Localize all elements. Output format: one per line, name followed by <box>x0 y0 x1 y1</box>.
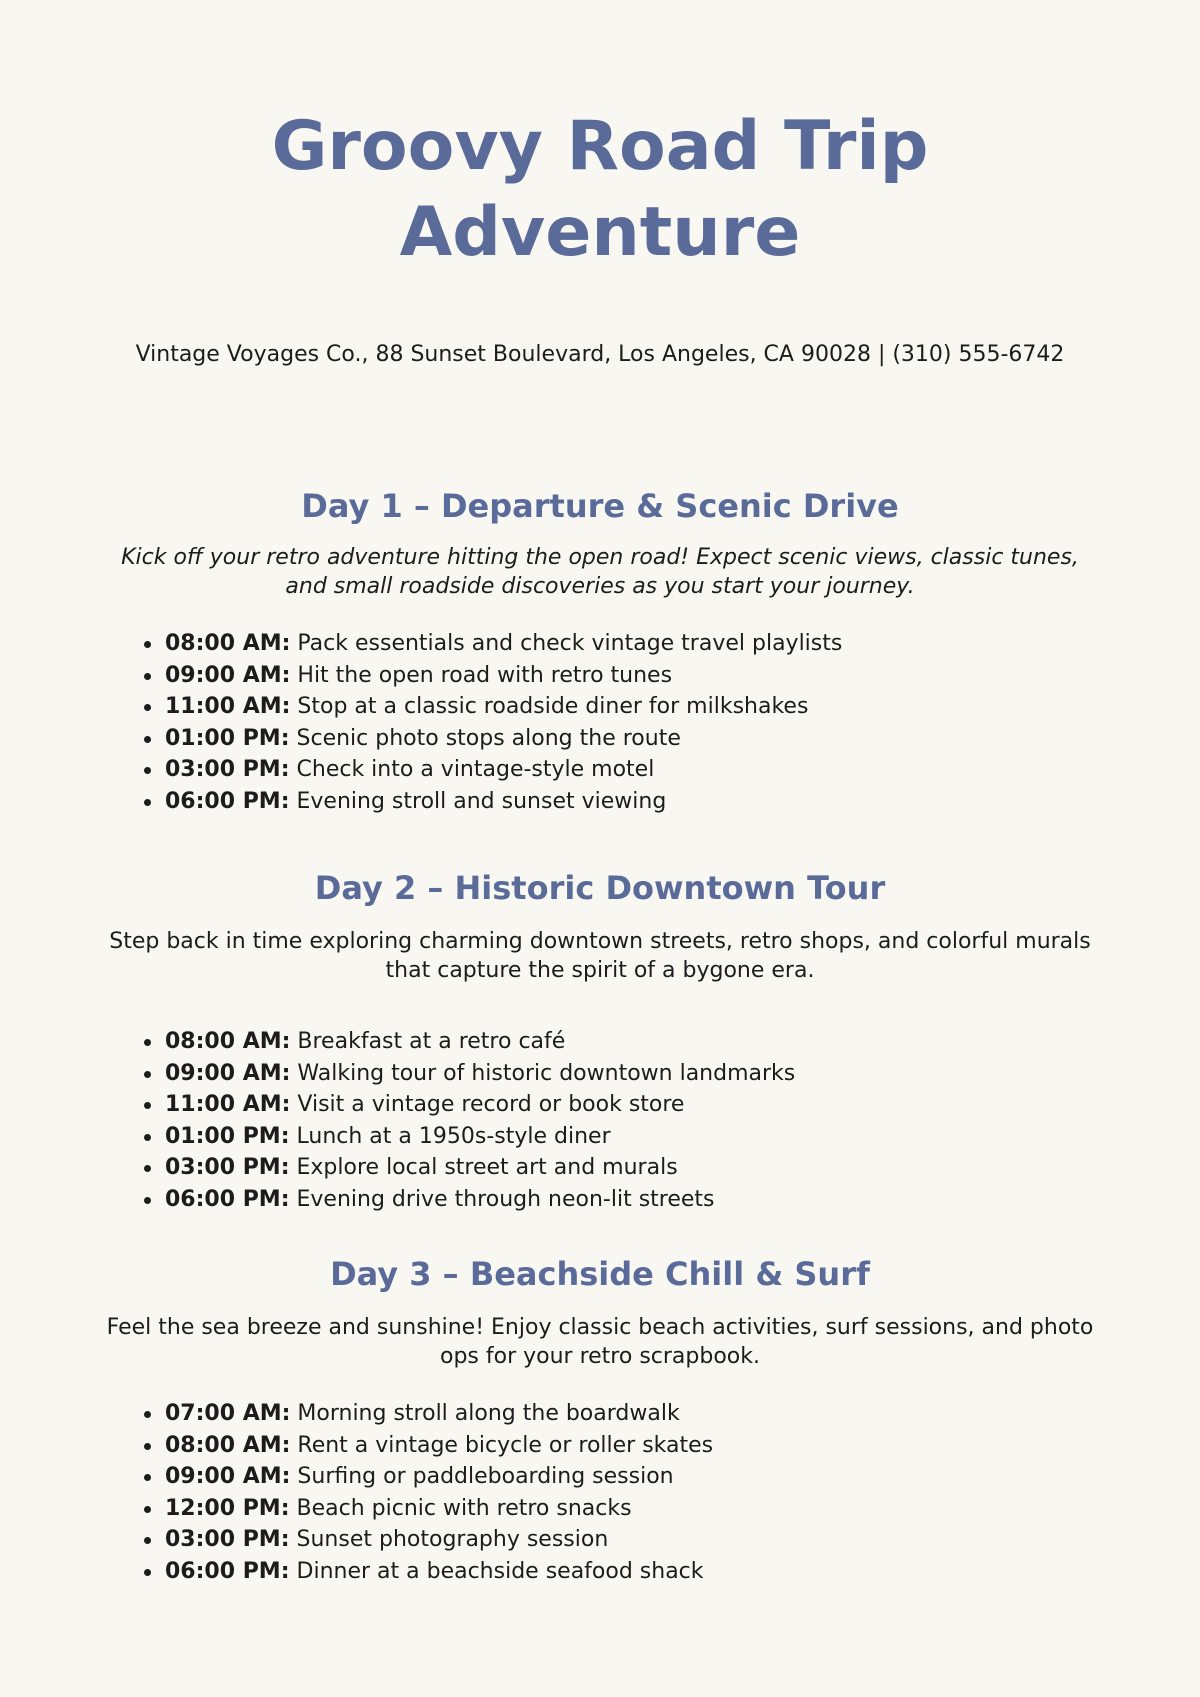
item-time: 12:00 PM: <box>165 1495 290 1521</box>
item-time: 03:00 PM: <box>165 1155 290 1180</box>
schedule-item <box>140 754 1100 786</box>
bullet-icon <box>144 704 151 711</box>
item-time: 06:00 PM: <box>165 1558 290 1584</box>
bullet-icon <box>144 1569 151 1576</box>
bullet-icon <box>144 1039 151 1046</box>
item-text: Beach picnic with retro snacks <box>296 1495 632 1521</box>
bullet-icon <box>144 673 151 680</box>
day-3-description: Feel the sea breeze and sunshine! Enjoy classic beach activities, surf sessions, and photo ops for your retro scrapbook. <box>106 1315 1094 1369</box>
item-text: Sunset photography session <box>296 1527 609 1552</box>
item-text: Explore local street art and murals <box>296 1155 678 1180</box>
schedule-item <box>140 1152 1100 1184</box>
item-text: Walking tour of historic downtown landmarks <box>297 1060 796 1086</box>
bullet-icon <box>144 1071 151 1078</box>
day-1-description: Kick off your retro adventure hitting the open road! Expect scenic views, classic tunes, and small roadside discoveries as you start your journey. <box>121 545 1079 599</box>
day-2-description: Step back in time exploring charming downtown streets, retro shops, and colorful murals that capture the spirit of a bygone era. <box>109 929 1091 983</box>
item-time: 09:00 AM: <box>165 1464 291 1489</box>
bullet-icon <box>144 767 151 774</box>
item-text: Surfing or paddleboarding session <box>297 1464 674 1489</box>
item-text: Hit the open road with retro tunes <box>297 662 673 688</box>
item-text: Lunch at a 1950s-style diner <box>296 1123 611 1149</box>
item-time: 01:00 PM: <box>165 725 290 751</box>
item-text: Morning stroll along the boardwalk <box>297 1401 680 1426</box>
page-title <box>0 104 1200 276</box>
item-time: 06:00 PM: <box>165 1186 290 1212</box>
bullet-icon <box>144 641 151 648</box>
day-3-heading: Day 3 – Beachside Chill & Surf <box>330 1255 870 1293</box>
schedule-item <box>140 1398 1100 1430</box>
bullet-icon <box>144 1537 151 1544</box>
item-text: Dinner at a beachside seafood shack <box>296 1558 704 1584</box>
schedule-item <box>140 628 1100 660</box>
schedule-item <box>140 786 1100 818</box>
day-3-schedule <box>140 1398 1100 1587</box>
schedule-item <box>140 1121 1100 1153</box>
bullet-icon <box>144 1443 151 1450</box>
item-text: Breakfast at a retro café <box>297 1029 566 1054</box>
day-2-heading: Day 2 – Historic Downtown Tour <box>314 869 886 907</box>
item-text: Evening drive through neon-lit streets <box>296 1186 715 1212</box>
schedule-item <box>140 660 1100 692</box>
schedule-item <box>140 1556 1100 1588</box>
item-text: Scenic photo stops along the route <box>296 725 681 751</box>
day-1-schedule <box>140 628 1100 817</box>
item-text: Visit a vintage record or book store <box>297 1092 685 1117</box>
schedule-item <box>140 1430 1100 1462</box>
item-time: 11:00 AM: <box>165 1092 291 1117</box>
item-text: Evening stroll and sunset viewing <box>296 788 667 814</box>
item-time: 08:00 AM: <box>165 631 291 656</box>
bullet-icon <box>144 1165 151 1172</box>
day-2-schedule <box>140 1026 1100 1215</box>
title-line-2: Adventure <box>399 193 801 272</box>
item-time: 11:00 AM: <box>165 694 291 719</box>
schedule-item <box>140 1026 1100 1058</box>
item-time: 01:00 PM: <box>165 1123 290 1149</box>
item-text: Check into a vintage-style motel <box>296 757 655 782</box>
bullet-icon <box>144 736 151 743</box>
schedule-item <box>140 691 1100 723</box>
item-time: 08:00 AM: <box>165 1432 291 1458</box>
bullet-icon <box>144 1134 151 1141</box>
item-time: 08:00 AM: <box>165 1029 291 1054</box>
schedule-item <box>140 1058 1100 1090</box>
schedule-item <box>140 1461 1100 1493</box>
bullet-icon <box>144 1197 151 1204</box>
bullet-icon <box>144 799 151 806</box>
item-time: 09:00 AM: <box>165 1060 291 1086</box>
item-time: 03:00 PM: <box>165 757 290 782</box>
item-text: Stop at a classic roadside diner for milkshakes <box>297 694 809 719</box>
title-line-1: Groovy Road Trip <box>271 107 929 186</box>
bullet-icon <box>144 1506 151 1513</box>
schedule-item <box>140 1524 1100 1556</box>
item-time: 06:00 PM: <box>165 788 290 814</box>
company-address: Vintage Voyages Co., 88 Sunset Boulevard, Los Angeles, CA 90028 | (310) 555-6742 <box>135 342 1065 367</box>
schedule-item <box>140 1493 1100 1525</box>
item-time: 09:00 AM: <box>165 662 291 688</box>
schedule-item <box>140 1089 1100 1121</box>
item-text: Pack essentials and check vintage travel playlists <box>297 631 843 656</box>
schedule-item <box>140 723 1100 755</box>
bullet-icon <box>144 1411 151 1418</box>
day-1-heading: Day 1 – Departure & Scenic Drive <box>301 487 899 525</box>
schedule-item <box>140 1184 1100 1216</box>
item-text: Rent a vintage bicycle or roller skates <box>297 1432 714 1458</box>
bullet-icon <box>144 1474 151 1481</box>
item-time: 03:00 PM: <box>165 1527 290 1552</box>
item-time: 07:00 AM: <box>165 1401 291 1426</box>
bullet-icon <box>144 1102 151 1109</box>
